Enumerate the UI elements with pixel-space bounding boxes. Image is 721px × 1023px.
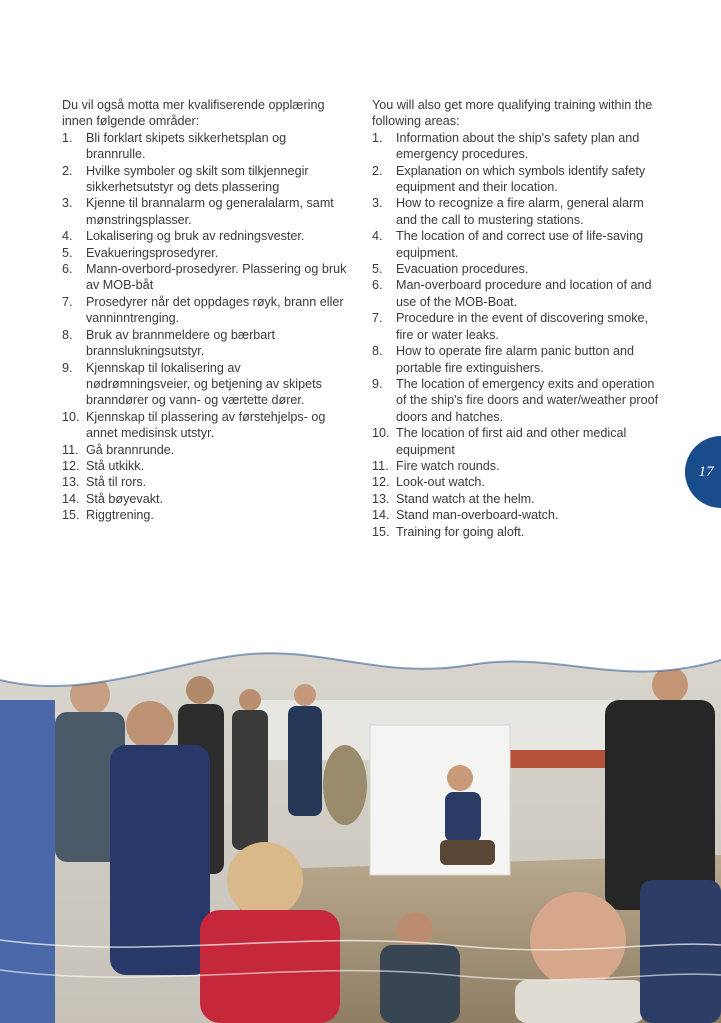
list-item: 13. Stå til rors. — [62, 475, 147, 490]
list-item: 14. Stand man-overboard-watch. — [372, 508, 559, 523]
list-item: 4. The location of and correct use of life-saving equipment. — [372, 229, 644, 260]
list-item: 1. Information about the ship's safety plan and emergency procedures. — [372, 130, 640, 162]
list-item: 8. How to operate fire alarm panic button and portable fire extinguishers. — [372, 344, 635, 375]
english-list — [372, 130, 662, 540]
list-item: 9. The location of emergency exits and operation of the ship's fire doors and water/weather proof doors and hatches. — [372, 376, 659, 424]
deck-training-photo — [0, 640, 721, 1023]
list-item: 6. Man-overboard procedure and location of and use of the MOB-Boat. — [372, 278, 652, 309]
photo-illustration — [0, 640, 721, 1023]
norwegian-column — [62, 97, 347, 524]
norwegian-intro: Du vil også motta mer kvalifiserende opplæring innen følgende områder: — [62, 98, 325, 129]
list-item: 5. Evacuation procedures. — [372, 262, 529, 277]
list-item: 1. Bli forklart skipets sikkerhetsplan og brannrulle. — [62, 130, 287, 162]
list-item: 13. Stand watch at the helm. — [372, 491, 535, 506]
list-item: 12. Stå utkikk. — [62, 458, 145, 473]
list-item: 15. Riggtrening. — [62, 508, 154, 523]
list-item: 3. Kjenne til brannalarm og generalalarm, samt mønstringsplasser. — [62, 196, 334, 227]
page-number: 17 — [698, 463, 714, 480]
list-item: 15. Training for going aloft. — [372, 524, 525, 539]
english-column — [372, 97, 662, 540]
list-item: 10. The location of first aid and other medical equipment — [372, 426, 627, 457]
list-item: 11. Gå brannrunde. — [62, 442, 175, 457]
list-item: 14. Stå bøyevakt. — [62, 491, 163, 506]
list-item: 4. Lokalisering og bruk av redningsvester. — [62, 229, 305, 244]
list-item: 6. Mann-overbord-prosedyrer. Plassering og bruk av MOB-båt — [62, 262, 347, 293]
list-item: 12. Look-out watch. — [372, 475, 485, 490]
list-item: 7. Prosedyrer når det oppdages røyk, brann eller vanninntrenging. — [62, 294, 344, 326]
list-item: 2. Explanation on which symbols identify safety equipment and their location. — [372, 163, 646, 195]
english-intro: You will also get more qualifying training within the following areas: — [372, 98, 653, 129]
list-item: 9. Kjennskap til lokalisering av nødrømningsveier, og betjening av skipets branndører og vann- og værtette dører. — [62, 360, 322, 408]
list-item: 11. Fire watch rounds. — [372, 458, 500, 473]
page-number-tab — [685, 436, 721, 508]
list-item: 8. Bruk av brannmeldere og bærbart brannslukningsutstyr. — [62, 327, 276, 359]
norwegian-list — [62, 130, 347, 524]
list-item: 10. Kjennskap til plassering av førstehjelps- og annet medisinsk utstyr. — [62, 409, 326, 441]
list-item: 2. Hvilke symboler og skilt som tilkjennegir sikkerhetsutstyr og dets plassering — [62, 163, 309, 195]
list-item: 5. Evakueringsprosedyrer. — [62, 245, 219, 260]
list-item: 3. How to recognize a fire alarm, general alarm and the call to mustering stations. — [372, 196, 644, 227]
list-item: 7. Procedure in the event of discovering smoke, fire or water leaks. — [372, 311, 649, 342]
